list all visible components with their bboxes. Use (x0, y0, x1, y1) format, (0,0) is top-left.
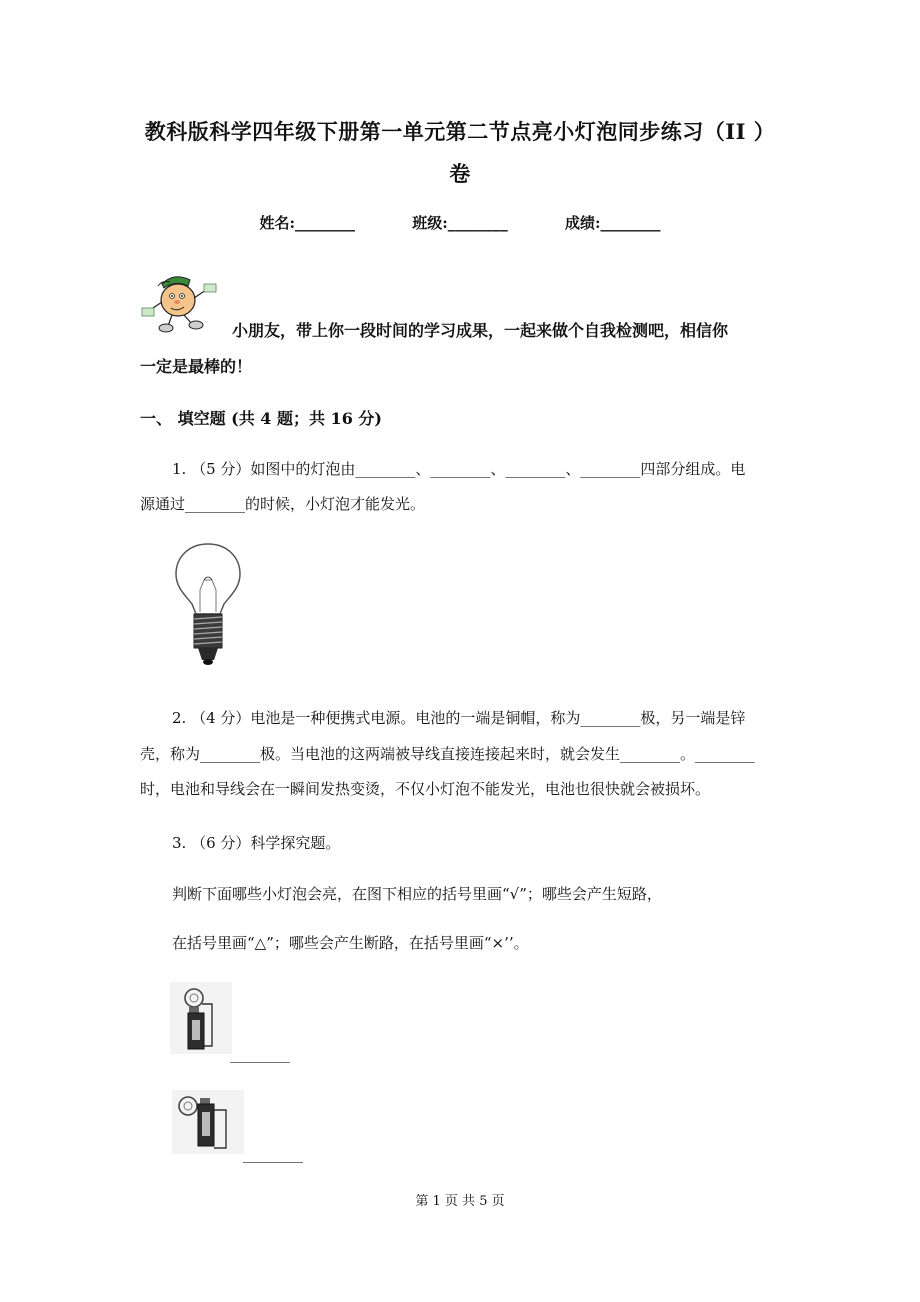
document-title-line1: 教科版科学四年级下册第一单元第二节点亮小灯泡同步练习（II ） (144, 119, 776, 144)
question-2-line1: 2. （4 分）电池是一种便携式电源。电池的一端是铜帽，称为________极，另一端是锌 (172, 709, 746, 727)
name-blank: ________ (294, 214, 355, 232)
intro-line1: 小朋友，带上你一段时间的学习成果，一起来做个自我检测吧，相信你 (232, 321, 729, 340)
circuit-diagram-a-icon (170, 982, 232, 1054)
class-field (412, 212, 508, 233)
name-label: 姓名: (259, 214, 295, 232)
mascot-icon (140, 270, 220, 334)
document-title-line2: 卷 (449, 161, 471, 186)
circuit-a-answer-blank: ________ (230, 1045, 290, 1063)
class-label: 班级: (412, 214, 448, 232)
question-3-line2: 判断下面哪些小灯泡会亮，在图下相应的括号里画“√”；哪些会产生短路， (172, 885, 662, 903)
question-1-line2: 源通过________的时候，小灯泡才能发光。 (140, 495, 426, 513)
class-blank: ________ (447, 214, 508, 232)
question-3-line3: 在括号里画“△”；哪些会产生断路，在括号里画“×’’。 (172, 934, 529, 952)
light-bulb-icon (172, 540, 244, 670)
score-label: 成绩: (565, 214, 601, 232)
question-2-line2: 壳，称为________极。当电池的这两端被导线直接连接起来时，就会发生________。________ (140, 745, 756, 763)
intro-line2: 一定是最棒的！ (140, 357, 253, 376)
student-info-row (0, 212, 920, 233)
circuit-diagram-b-icon (172, 1090, 244, 1154)
question-1-line1: 1. （5 分）如图中的灯泡由________、________、________、________四部分组成。电 (172, 460, 746, 478)
question-3-line1: 3. （6 分）科学探究题。 (172, 834, 341, 852)
name-field (259, 212, 355, 233)
score-field (565, 212, 661, 233)
section-heading: 一、 填空题 (共 4 题；共 16 分) (140, 409, 382, 428)
question-2-line3: 时，电池和导线会在一瞬间发热变烫，不仅小灯泡不能发光，电池也很快就会被损坏。 (140, 780, 711, 798)
circuit-b-answer-blank: ________ (243, 1145, 303, 1163)
score-blank: ________ (600, 214, 661, 232)
page-number-footer: 第 1 页 共 5 页 (415, 1194, 505, 1209)
